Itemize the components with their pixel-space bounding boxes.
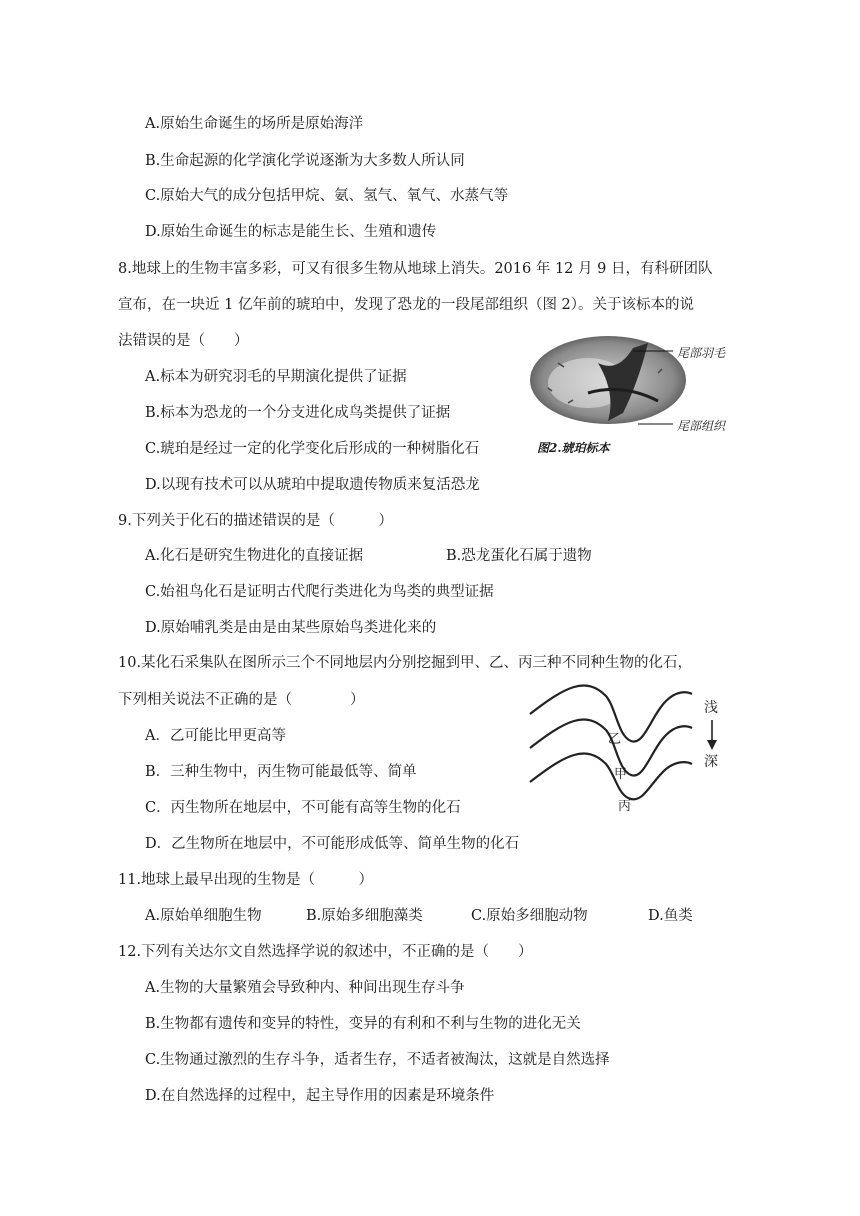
q8-stem-line-3: 法错误的是（ ） (118, 333, 249, 349)
q7-option-d: D.原始生命诞生的标志是能生长、生殖和遗传 (145, 224, 437, 240)
q12-option-a: A.生物的大量繁殖会导致种内、种间出现生存斗争 (145, 980, 465, 996)
q8-option-d: D.以现有技术可以从琥珀中提取遗传物质来复活恐龙 (145, 477, 480, 493)
q9-option-c: C.始祖鸟化石是证明古代爬行类进化为鸟类的典型证据 (145, 584, 494, 600)
q8-option-c: C.琥珀是经过一定的化学变化后形成的一种树脂化石 (145, 441, 480, 457)
depth-arrow-head (707, 740, 717, 750)
q7-option-c: C.原始大气的成分包括甲烷、氨、氢气、氧气、水蒸气等 (145, 188, 509, 204)
q7-option-b: B.生命起源的化学演化学说逐渐为大多数人所认同 (145, 153, 465, 169)
q12-option-d: D.在自然选择的过程中，起主导作用的因素是环境条件 (145, 1088, 495, 1104)
label-shallow: 浅 (704, 700, 718, 716)
label-tail-feather: 尾部羽毛 (677, 346, 726, 360)
q10-option-a: A．乙可能比甲更高等 (145, 728, 286, 744)
stratum-line-3 (530, 754, 692, 800)
q8-stem-line-2: 宣布，在一块近 1 亿年前的琥珀中，发现了恐龙的一段尾部组织（图 2）。关于该标本的说 (118, 297, 695, 313)
q10-option-b: B．三种生物中，丙生物可能最低等、简单 (145, 764, 417, 780)
figure-2-caption: 图2.琥珀标本 (537, 441, 610, 455)
q10-stem-line-2: 下列相关说法不正确的是（ ） (118, 692, 365, 708)
label-tail-tissue: 尾部组织 (677, 419, 726, 433)
q11-option-c: C.原始多细胞动物 (471, 908, 588, 924)
q10-option-d: D．乙生物所在地层中，不可能形成低等、简单生物的化石 (145, 836, 520, 852)
q12-option-c: C.生物通过激烈的生存斗争，适者生存，不适者被淘汰，这就是自然选择 (145, 1052, 610, 1068)
q11-option-b: B.原始多细胞藻类 (306, 908, 423, 924)
label-deep: 深 (704, 754, 718, 770)
q9-stem: 9.下列关于化石的描述错误的是（ ） (118, 513, 393, 529)
q9-option-b: B.恐龙蛋化石属于遗物 (446, 548, 592, 564)
q9-option-d: D.原始哺乳类是由是由某些原始鸟类进化来的 (145, 620, 437, 636)
layer-label-yi: 乙 (608, 732, 622, 747)
q11-option-a: A.原始单细胞生物 (145, 908, 262, 924)
q12-stem: 12.下列有关达尔文自然选择学说的叙述中，不正确的是（ ） (118, 944, 533, 960)
q8-option-b: B.标本为恐龙的一个分支进化成鸟类提供了证据 (145, 405, 451, 421)
q8-stem-line-1: 8.地球上的生物丰富多彩，可又有很多生物从地球上消失。2016 年 12 月 9 日，有科研团队 (118, 261, 713, 277)
q10-option-c: C．丙生物所在地层中，不可能有高等生物的化石 (145, 800, 461, 816)
q10-stem-line-1: 10.某化石采集队在图所示三个不同地层内分别挖掘到甲、乙、丙三种不同种生物的化石， (118, 655, 693, 671)
q7-option-a: A.原始生命诞生的场所是原始海洋 (145, 116, 364, 132)
q12-option-b: B.生物都有遗传和变异的特性，变异的有利和不利与生物的进化无关 (145, 1016, 581, 1032)
q11-stem: 11.地球上最早出现的生物是（ ） (118, 872, 374, 888)
q11-option-d: D.鱼类 (648, 908, 693, 924)
layer-label-bing: 丙 (618, 799, 632, 814)
layer-label-jia: 甲 (614, 767, 628, 782)
q8-option-a: A.标本为研究羽毛的早期演化提供了证据 (145, 369, 407, 385)
q9-option-a: A.化石是研究生物进化的直接证据 (145, 548, 364, 564)
